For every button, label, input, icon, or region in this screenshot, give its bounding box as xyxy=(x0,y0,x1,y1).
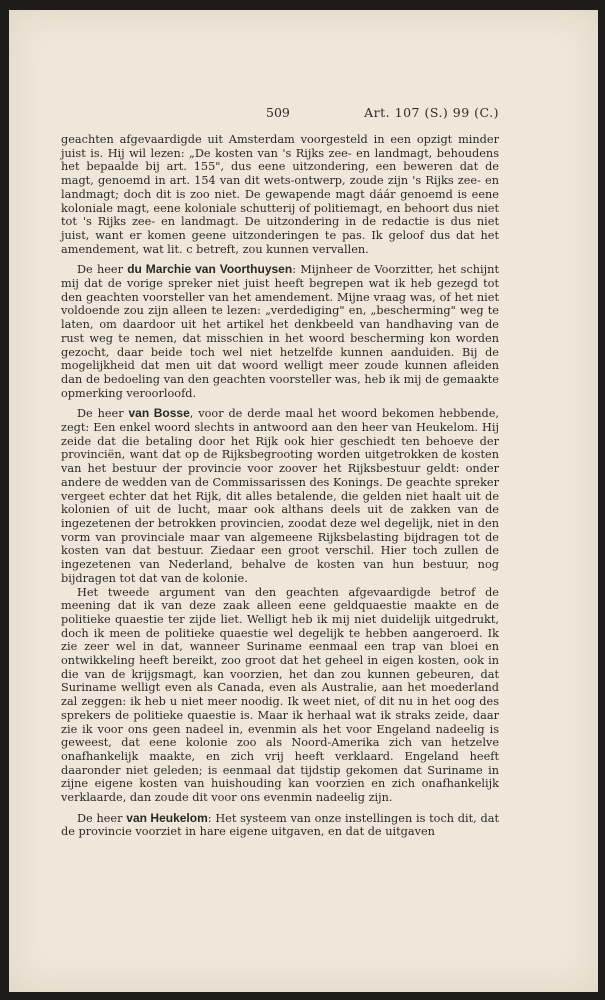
page-header xyxy=(69,105,499,125)
speaker-prefix: De heer xyxy=(77,263,128,277)
paragraph xyxy=(61,407,499,585)
paragraph xyxy=(61,263,499,400)
paragraph-text: Het tweede argument van den geachten afgevaardigde betrof de meening dat ik van deze zaak alleen eene geldquaestie maakte en de politieke quaestie ter zijde liet. Welligt heb ik mij niet duidelijk uitgedrukt, doch ik meen de politieke quaestie wel degelijk te hebben aangeroerd. Ik zie zeer wel in dat, wanneer Suriname eenmaal een trap van bloei en ontwikkeling heeft bereikt, zoo groot dat het geheel in eigen kosten, ook in die van de krijgsmagt, kan voorzien, het dan zou kunnen gebeuren, dat Suriname welligt even als Canada, even als Australie, aan het moederland zal zeggen: ik heb u niet meer noodig. Ik weet niet, of dit nu in het oog des sprekers de politieke quaestie is. Maar ik herhaal wat ik straks zeide, daar zie ik voor ons geen nadeel in, evenmin als het voor Engeland nadeelig is geweest, dat eene kolonie zoo als Noord-Amerika zich van hetzelve onafhankelijk maakte, en zich vrij heeft verklaard. Engeland heeft daaronder niet geleden; is eenmaal dat tijdstip gekomen dat Suriname in zijne eigene kosten van huishouding kan voorzien en zich onafhankelijk verklaarde, dan zoude dit voor ons evenmin nadeelig zijn. xyxy=(61,585,499,805)
paragraph-text: : Mijnheer de Voorzitter, het schijnt mij dat de vorige spreker niet juist heeft begrepen wat ik heb gezegd tot den geachten voorsteller van het amendement. Mijne vraag was, of het niet voldoende zou zijn alleen te lezen: „verdediging" en, „bescherming" weg te laten, om daardoor uit het artikel het denkbeeld van handhaving van de rust weg te nemen, dat misschien in het woord bescherming kon worden gezocht, daar beide toch wel niet hetzelfde kunnen aanduiden. Bij de mogelijkheid dat men uit dat woord welligt meer zoude kunnen afleiden dan de bedoeling van den geachten voorsteller was, heb ik mij de gemaakte opmerking veroorloofd. xyxy=(61,263,499,400)
speaker-name: van Heukelom xyxy=(126,810,208,825)
paragraph xyxy=(61,133,499,256)
body-text xyxy=(61,133,499,839)
paragraph xyxy=(61,586,499,805)
speaker-prefix: De heer xyxy=(77,811,127,825)
speaker-prefix: De heer xyxy=(77,407,129,421)
scanned-page xyxy=(9,10,598,992)
running-head: Art. 107 (S.) 99 (C.) xyxy=(364,105,499,120)
speaker-name: du Marchie van Voorthuysen xyxy=(127,262,293,277)
paragraph-text: : Het systeem van onze instellingen is toch dit, dat de provincie voorziet in hare eigene uitgaven, en dat de uitgaven xyxy=(61,811,499,839)
speaker-name: van Bosse xyxy=(128,406,190,421)
paragraph xyxy=(61,812,499,839)
paragraph-text: , voor de derde maal het woord bekomen hebbende, zegt: Een enkel woord slechts in antwoord aan den heer van Heukelom. Hij zeide dat die betaling door het Rijk ook hier geschiedt ten behoeve der provinciën, want dat op de Rijksbegrooting worden uitgetrokken de kosten van het bestuur der provincie voor zoover het Rijksbestuur geldt: onder andere de wedden van de Commissarissen des Konings. De geachte spreker vergeet echter dat het Rijk, dit alles betalende, die gelden niet haalt uit de kolonien of uit de lucht, maar ook althans deels uit de zakken van de ingezetenen der betrokken provincien, zoodat deze wel degelijk, niet in den vorm van provinciale maar van algemeene Rijksbelasting bijdragen tot de kosten van dat bestuur. Ziedaar een groot verschil. Hier toch zullen de ingezetenen van Nederland, behalve de kosten van hun bestuur, nog bijdragen tot dat van de kolonie. xyxy=(61,407,500,585)
paragraph-text: geachten afgevaardigde uit Amsterdam voorgesteld in een opzigt minder juist is. Hij wil lezen: „De kosten van 's Rijks zee- en landmagt, behoudens het bepaalde bij art. 155", dus eene uitzondering, een beweren dat de magt, genoemd in art. 154 van dit wets-ontwerp, zoude zijn 's Rijks zee- en landmagt; doch dit is zoo niet. De gewapende magt dáár genoemd is eene koloniale magt, eene koloniale schutterij of politiemagt, en behoort dus niet tot 's Rijks zee- en landmagt. De uitzondering in de redactie is dus niet juist, want er komen geene uitzonderingen te pas. Ik geloof dus dat het amendement, wat lit. c betreft, zou kunnen vervallen. xyxy=(61,133,499,256)
page-number: 509 xyxy=(266,105,290,120)
